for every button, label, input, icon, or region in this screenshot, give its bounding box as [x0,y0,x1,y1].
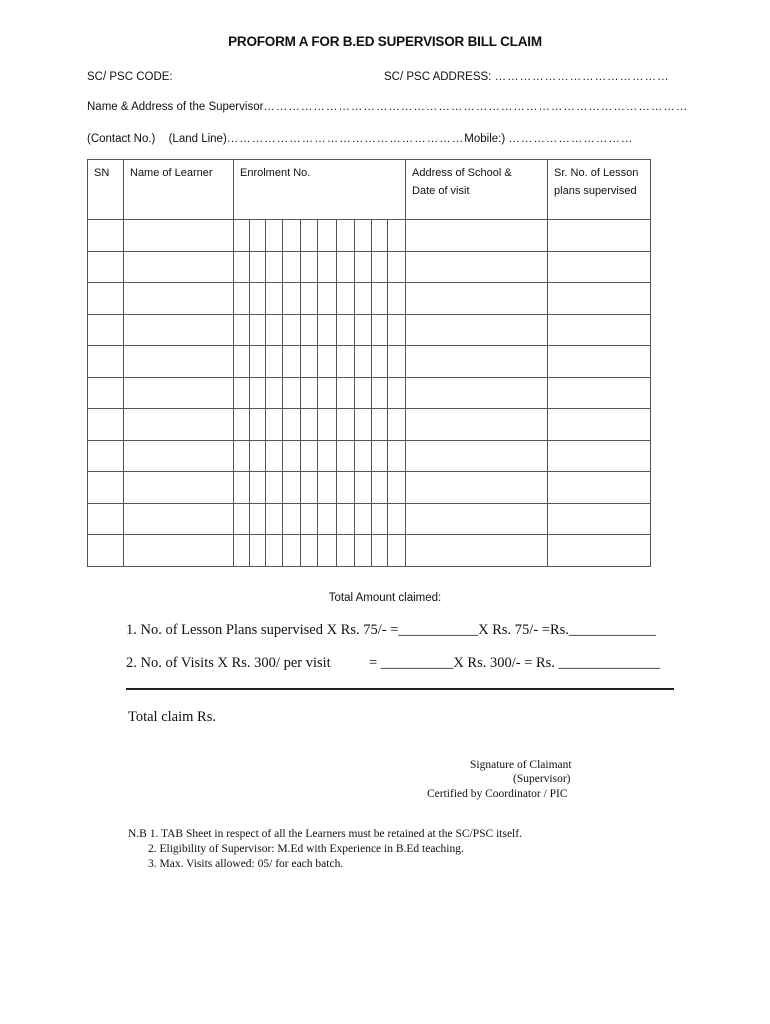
table-row [88,346,651,378]
name-address-field[interactable]: ………………………………………………………………………………………… [263,101,689,113]
table-cell[interactable] [318,472,337,504]
table-cell[interactable] [234,440,250,472]
table-cell[interactable] [355,409,372,441]
table-cell[interactable] [388,409,406,441]
table-cell[interactable] [301,251,318,283]
table-cell[interactable] [88,251,124,283]
table-cell[interactable] [372,472,388,504]
table-cell[interactable] [234,377,250,409]
table-cell[interactable] [88,314,124,346]
table-cell[interactable] [88,440,124,472]
mobile-field[interactable]: ………………………… [508,133,634,145]
table-cell[interactable] [372,283,388,315]
table-cell[interactable] [337,346,355,378]
table-cell[interactable] [337,377,355,409]
table-cell[interactable] [124,409,234,441]
mobile-label: Mobile:) [464,133,506,145]
table-cell[interactable] [548,503,651,535]
table-cell[interactable] [337,503,355,535]
table-row [88,535,651,567]
table-cell[interactable] [124,220,234,252]
table-cell[interactable] [406,220,548,252]
contact-row [87,133,633,145]
table-cell[interactable] [301,472,318,504]
signature-supervisor: (Supervisor) [513,773,571,785]
table-cell[interactable] [124,503,234,535]
table-cell[interactable] [88,377,124,409]
table-cell[interactable] [548,535,651,567]
table-cell[interactable] [388,314,406,346]
table-cell[interactable] [406,535,548,567]
table-cell[interactable] [355,251,372,283]
col-header-enrolment: Enrolment No. [234,160,406,220]
table-cell[interactable] [250,283,266,315]
divider-rule [126,688,674,690]
table-cell[interactable] [372,314,388,346]
table-row [88,377,651,409]
signature-claimant: Signature of Claimant [470,759,572,771]
table-cell[interactable] [548,314,651,346]
table-cell[interactable] [301,440,318,472]
table-cell[interactable] [337,220,355,252]
table-cell[interactable] [388,283,406,315]
col-header-lessons: Sr. No. of Lesson plans supervised [548,160,651,220]
table-cell[interactable] [266,346,283,378]
calc-line-visits: 2. No. of Visits X Rs. 300/ per visit [126,655,331,671]
table-cell[interactable] [124,535,234,567]
table-cell[interactable] [318,377,337,409]
sc-code-label: SC/ PSC CODE: [87,71,173,83]
table-cell[interactable] [266,314,283,346]
table-cell[interactable] [406,346,548,378]
table-cell[interactable] [250,220,266,252]
table-cell[interactable] [337,472,355,504]
table-cell[interactable] [250,503,266,535]
table-cell[interactable] [250,472,266,504]
table-cell[interactable] [301,346,318,378]
table-cell[interactable] [388,440,406,472]
sc-address-label: SC/ PSC ADDRESS: [384,71,492,83]
table-cell[interactable] [355,503,372,535]
table-cell[interactable] [406,440,548,472]
table-cell[interactable] [283,220,301,252]
table-cell[interactable] [124,440,234,472]
table-cell[interactable] [283,409,301,441]
table-cell[interactable] [355,377,372,409]
table-cell[interactable] [355,314,372,346]
table-cell[interactable] [250,314,266,346]
table-cell[interactable] [372,409,388,441]
table-cell[interactable] [548,346,651,378]
table-cell[interactable] [88,409,124,441]
table-cell[interactable] [355,346,372,378]
table-cell[interactable] [388,251,406,283]
calc-line-visits-right: = __________X Rs. 300/- = Rs. ______________ [369,655,661,671]
table-row [88,440,651,472]
col-header-address: Address of School & Date of visit [406,160,548,220]
table-cell[interactable] [388,346,406,378]
table-header-row [88,160,651,220]
lessons-count-field[interactable]: ___________ [398,622,479,638]
table-cell[interactable] [301,283,318,315]
table-cell[interactable] [355,440,372,472]
table-cell[interactable] [88,503,124,535]
table-cell[interactable] [318,220,337,252]
table-cell[interactable] [88,472,124,504]
table-cell[interactable] [250,251,266,283]
table-cell[interactable] [250,535,266,567]
table-cell[interactable] [372,346,388,378]
table-cell[interactable] [283,472,301,504]
table-cell[interactable] [406,283,548,315]
table-row [88,503,651,535]
table-cell[interactable] [283,251,301,283]
table-cell[interactable] [548,251,651,283]
table-row [88,409,651,441]
table-cell[interactable] [301,220,318,252]
table-body [88,220,651,567]
table-cell[interactable] [124,251,234,283]
table-cell[interactable] [548,220,651,252]
table-cell[interactable] [266,251,283,283]
sc-address-row [384,71,670,83]
table-cell[interactable] [234,472,250,504]
table-cell[interactable] [355,220,372,252]
table-cell[interactable] [283,535,301,567]
table-cell[interactable] [388,535,406,567]
table-cell[interactable] [372,377,388,409]
contact-label: (Contact No.) [87,133,156,145]
table-cell[interactable] [124,283,234,315]
note-3: 3. Max. Visits allowed: 05/ for each batch. [148,858,344,870]
signature-certified: Certified by Coordinator / PIC [427,788,568,800]
table-cell[interactable] [337,409,355,441]
table-cell[interactable] [301,535,318,567]
table-row [88,314,651,346]
table-cell[interactable] [266,503,283,535]
table-cell[interactable] [355,472,372,504]
table-cell[interactable] [283,503,301,535]
lessons-amount-field[interactable]: ____________ [568,622,656,638]
table-row [88,472,651,504]
table-cell[interactable] [318,346,337,378]
table-cell[interactable] [283,440,301,472]
table-row [88,220,651,252]
table-cell[interactable] [250,377,266,409]
table-cell[interactable] [548,472,651,504]
total-claim-label: Total claim Rs. [128,709,216,725]
note-1: N.B 1. TAB Sheet in respect of all the Learners must be retained at the SC/PSC itself. [128,828,522,840]
table-cell[interactable] [283,283,301,315]
table-cell[interactable] [266,472,283,504]
table-cell[interactable] [337,283,355,315]
table-cell[interactable] [283,314,301,346]
total-amount-title: Total Amount claimed: [328,592,442,604]
landline-label: (Land Line) [168,133,227,145]
table-cell[interactable] [266,220,283,252]
table-cell[interactable] [124,377,234,409]
table-cell[interactable] [301,409,318,441]
table-cell[interactable] [88,220,124,252]
table-cell[interactable] [372,220,388,252]
table-cell[interactable] [318,409,337,441]
name-address-label: Name & Address of the Supervisor [87,101,264,113]
table-cell[interactable] [301,503,318,535]
name-address-row [87,101,688,113]
table-cell[interactable] [318,440,337,472]
table-cell[interactable] [548,440,651,472]
landline-field[interactable]: ………………………………………………… [226,133,465,145]
table-cell[interactable] [337,251,355,283]
table-cell[interactable] [88,283,124,315]
table-cell[interactable] [234,251,250,283]
sc-address-field[interactable]: …………………………………… [494,71,670,83]
table-cell[interactable] [372,440,388,472]
table-cell[interactable] [266,377,283,409]
table-cell[interactable] [318,503,337,535]
table-cell[interactable] [266,535,283,567]
table-cell[interactable] [372,535,388,567]
table-cell[interactable] [234,314,250,346]
table-cell[interactable] [318,251,337,283]
learner-table [87,159,651,567]
table-cell[interactable] [548,409,651,441]
table-cell[interactable] [88,346,124,378]
table-cell[interactable] [124,314,234,346]
col-header-sn: SN [88,160,124,220]
table-cell[interactable] [234,409,250,441]
table-cell[interactable] [318,283,337,315]
table-cell[interactable] [372,251,388,283]
table-row [88,251,651,283]
table-cell[interactable] [388,220,406,252]
table-cell[interactable] [266,409,283,441]
calc-line-lessons: 1. No. of Lesson Plans supervised X Rs. 75/- =___________X Rs. 75/- =Rs.____________ [126,622,656,638]
table-cell[interactable] [124,346,234,378]
table-cell[interactable] [548,377,651,409]
table-cell[interactable] [318,314,337,346]
visits-count-field[interactable]: __________ [380,655,454,671]
table-cell[interactable] [388,503,406,535]
table-cell[interactable] [234,503,250,535]
table-cell[interactable] [337,314,355,346]
form-title: PROFORM A FOR B.ED SUPERVISOR BILL CLAIM [228,34,542,49]
table-cell[interactable] [337,535,355,567]
table-cell[interactable] [388,377,406,409]
table-cell[interactable] [250,409,266,441]
table-cell[interactable] [234,283,250,315]
table-cell[interactable] [266,440,283,472]
table-cell[interactable] [406,503,548,535]
table-cell[interactable] [406,472,548,504]
table-cell[interactable] [301,377,318,409]
table-cell[interactable] [355,283,372,315]
table-cell[interactable] [234,220,250,252]
table-cell[interactable] [388,472,406,504]
table-cell[interactable] [372,503,388,535]
table-cell[interactable] [250,440,266,472]
visits-amount-field[interactable]: ______________ [558,655,661,671]
table-cell[interactable] [88,535,124,567]
table-cell[interactable] [283,346,301,378]
table-cell[interactable] [301,314,318,346]
col-header-learner: Name of Learner [124,160,234,220]
table-cell[interactable] [124,472,234,504]
table-cell[interactable] [266,283,283,315]
table-cell[interactable] [355,535,372,567]
table-cell[interactable] [406,409,548,441]
table-cell[interactable] [318,535,337,567]
table-cell[interactable] [283,377,301,409]
table-cell[interactable] [406,251,548,283]
table-cell[interactable] [548,283,651,315]
table-row [88,283,651,315]
table-cell[interactable] [406,377,548,409]
table-cell[interactable] [234,346,250,378]
table-cell[interactable] [337,440,355,472]
table-cell[interactable] [406,314,548,346]
table-cell[interactable] [234,535,250,567]
table-cell[interactable] [250,346,266,378]
note-2: 2. Eligibility of Supervisor: M.Ed with Experience in B.Ed teaching. [148,843,464,855]
